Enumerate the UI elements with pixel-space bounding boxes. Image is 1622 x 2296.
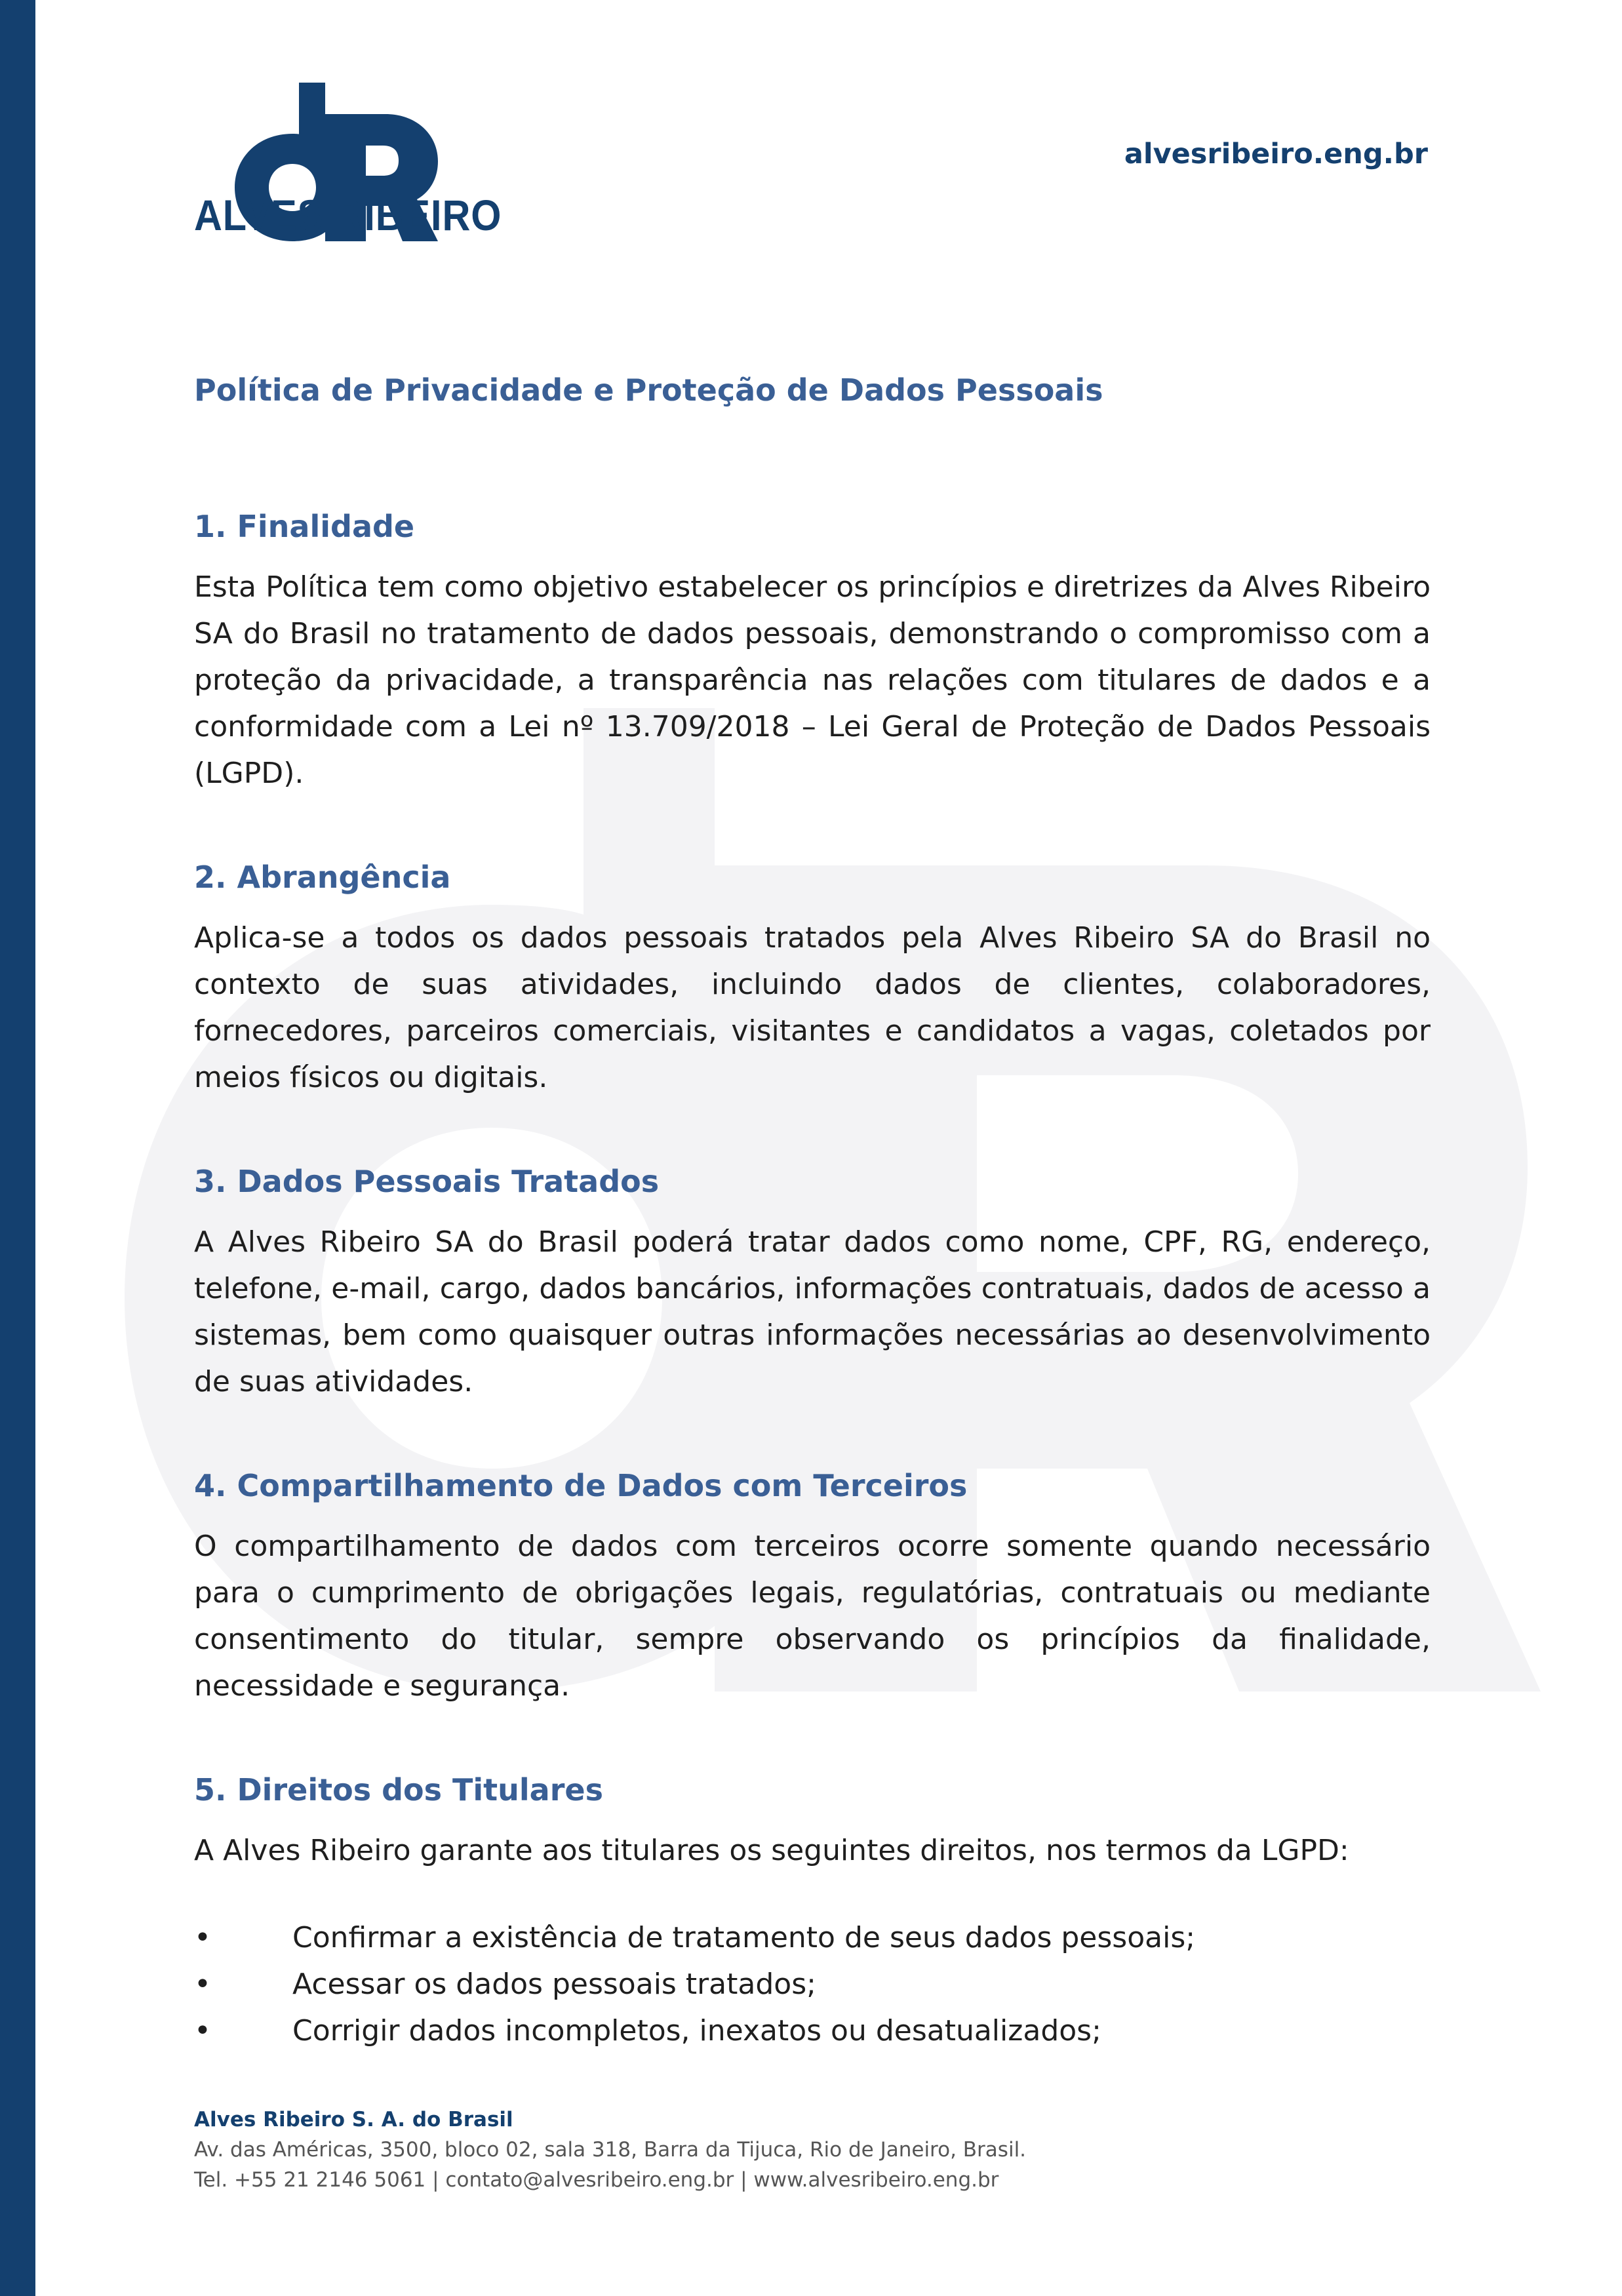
rights-list [194, 1914, 1431, 2054]
list-item [194, 1961, 1431, 2008]
section-finalidade [194, 504, 1431, 797]
section-heading: 3. Dados Pessoais Tratados [194, 1164, 660, 1199]
document-body [194, 367, 1431, 2054]
list-item-text: Acessar os dados pessoais tratados; [292, 1968, 816, 2001]
document-title: Política de Privacidade e Proteção de Dados Pessoais [194, 372, 1103, 408]
section-paragraph: A Alves Ribeiro SA do Brasil poderá tratar dados como nome, CPF, RG, endereço, telefone, e-mail, cargo, dados bancários, informações contratuais, dados de acesso a sistemas, bem como quaisquer outras informações necessárias ao desenvolvimento de suas atividades. [194, 1225, 1431, 1398]
list-item [194, 1914, 1431, 1961]
list-item-text: Corrigir dados incompletos, inexatos ou desatualizados; [292, 2014, 1101, 2048]
section-compartilhamento [194, 1463, 1431, 1709]
list-item [194, 2008, 1431, 2054]
section-heading: 4. Compartilhamento de Dados com Terceiros [194, 1468, 968, 1503]
section-heading: 1. Finalidade [194, 509, 415, 544]
section-abrangencia [194, 854, 1431, 1101]
bullet-icon: • [194, 2014, 211, 2048]
section-paragraph: Esta Política tem como objetivo estabelecer os princípios e diretrizes da Alves Ribeiro SA do Brasil no tratamento de dados pessoais, demonstrando o compromisso com a proteção da privacidade, a transparência nas relações com titulares de dados e a conformidade com a Lei nº 13.709/2018 – Lei Geral de Proteção de Dados Pessoais (LGPD). [194, 570, 1431, 790]
footer-contact: Tel. +55 21 2146 5061 | contato@alvesribeiro.eng.br | www.alvesribeiro.eng.br [194, 2168, 999, 2192]
logo-wordmark: ALVES RIBEIRO [194, 191, 502, 239]
side-accent-bar [0, 0, 35, 2296]
section-paragraph: A Alves Ribeiro garante aos titulares os seguintes direitos, nos termos da LGPD: [194, 1834, 1349, 1867]
section-dados-pessoais [194, 1158, 1431, 1405]
bullet-icon: • [194, 1921, 211, 1954]
section-paragraph: O compartilhamento de dados com terceiros ocorre somente quando necessário para o cumprimento de obrigações legais, regulatórias, contratuais ou mediante consentimento do titular, sempre observando os princípios da finalidade, necessidade e segurança. [194, 1530, 1431, 1703]
footer-address: Av. das Américas, 3500, bloco 02, sala 318, Barra da Tijuca, Rio de Janeiro, Brasil. [194, 2138, 1027, 2162]
bullet-icon: • [194, 1968, 211, 2001]
section-heading: 5. Direitos dos Titulares [194, 1772, 603, 1808]
list-item-text: Confirmar a existência de tratamento de seus dados pessoais; [292, 1921, 1196, 1954]
page-footer [194, 2105, 1431, 2195]
section-direitos [194, 1767, 1431, 2054]
section-heading: 2. Abrangência [194, 860, 451, 895]
section-paragraph: Aplica-se a todos os dados pessoais tratados pela Alves Ribeiro SA do Brasil no contexto de suas atividades, incluindo dados de clientes, colaboradores, fornecedores, parceiros comerciais, visitantes e candidatos a vagas, coletados por meios físicos ou digitais. [194, 921, 1431, 1094]
website-link[interactable]: alvesribeiro.eng.br [1124, 138, 1428, 170]
footer-company: Alves Ribeiro S. A. do Brasil [194, 2108, 513, 2131]
